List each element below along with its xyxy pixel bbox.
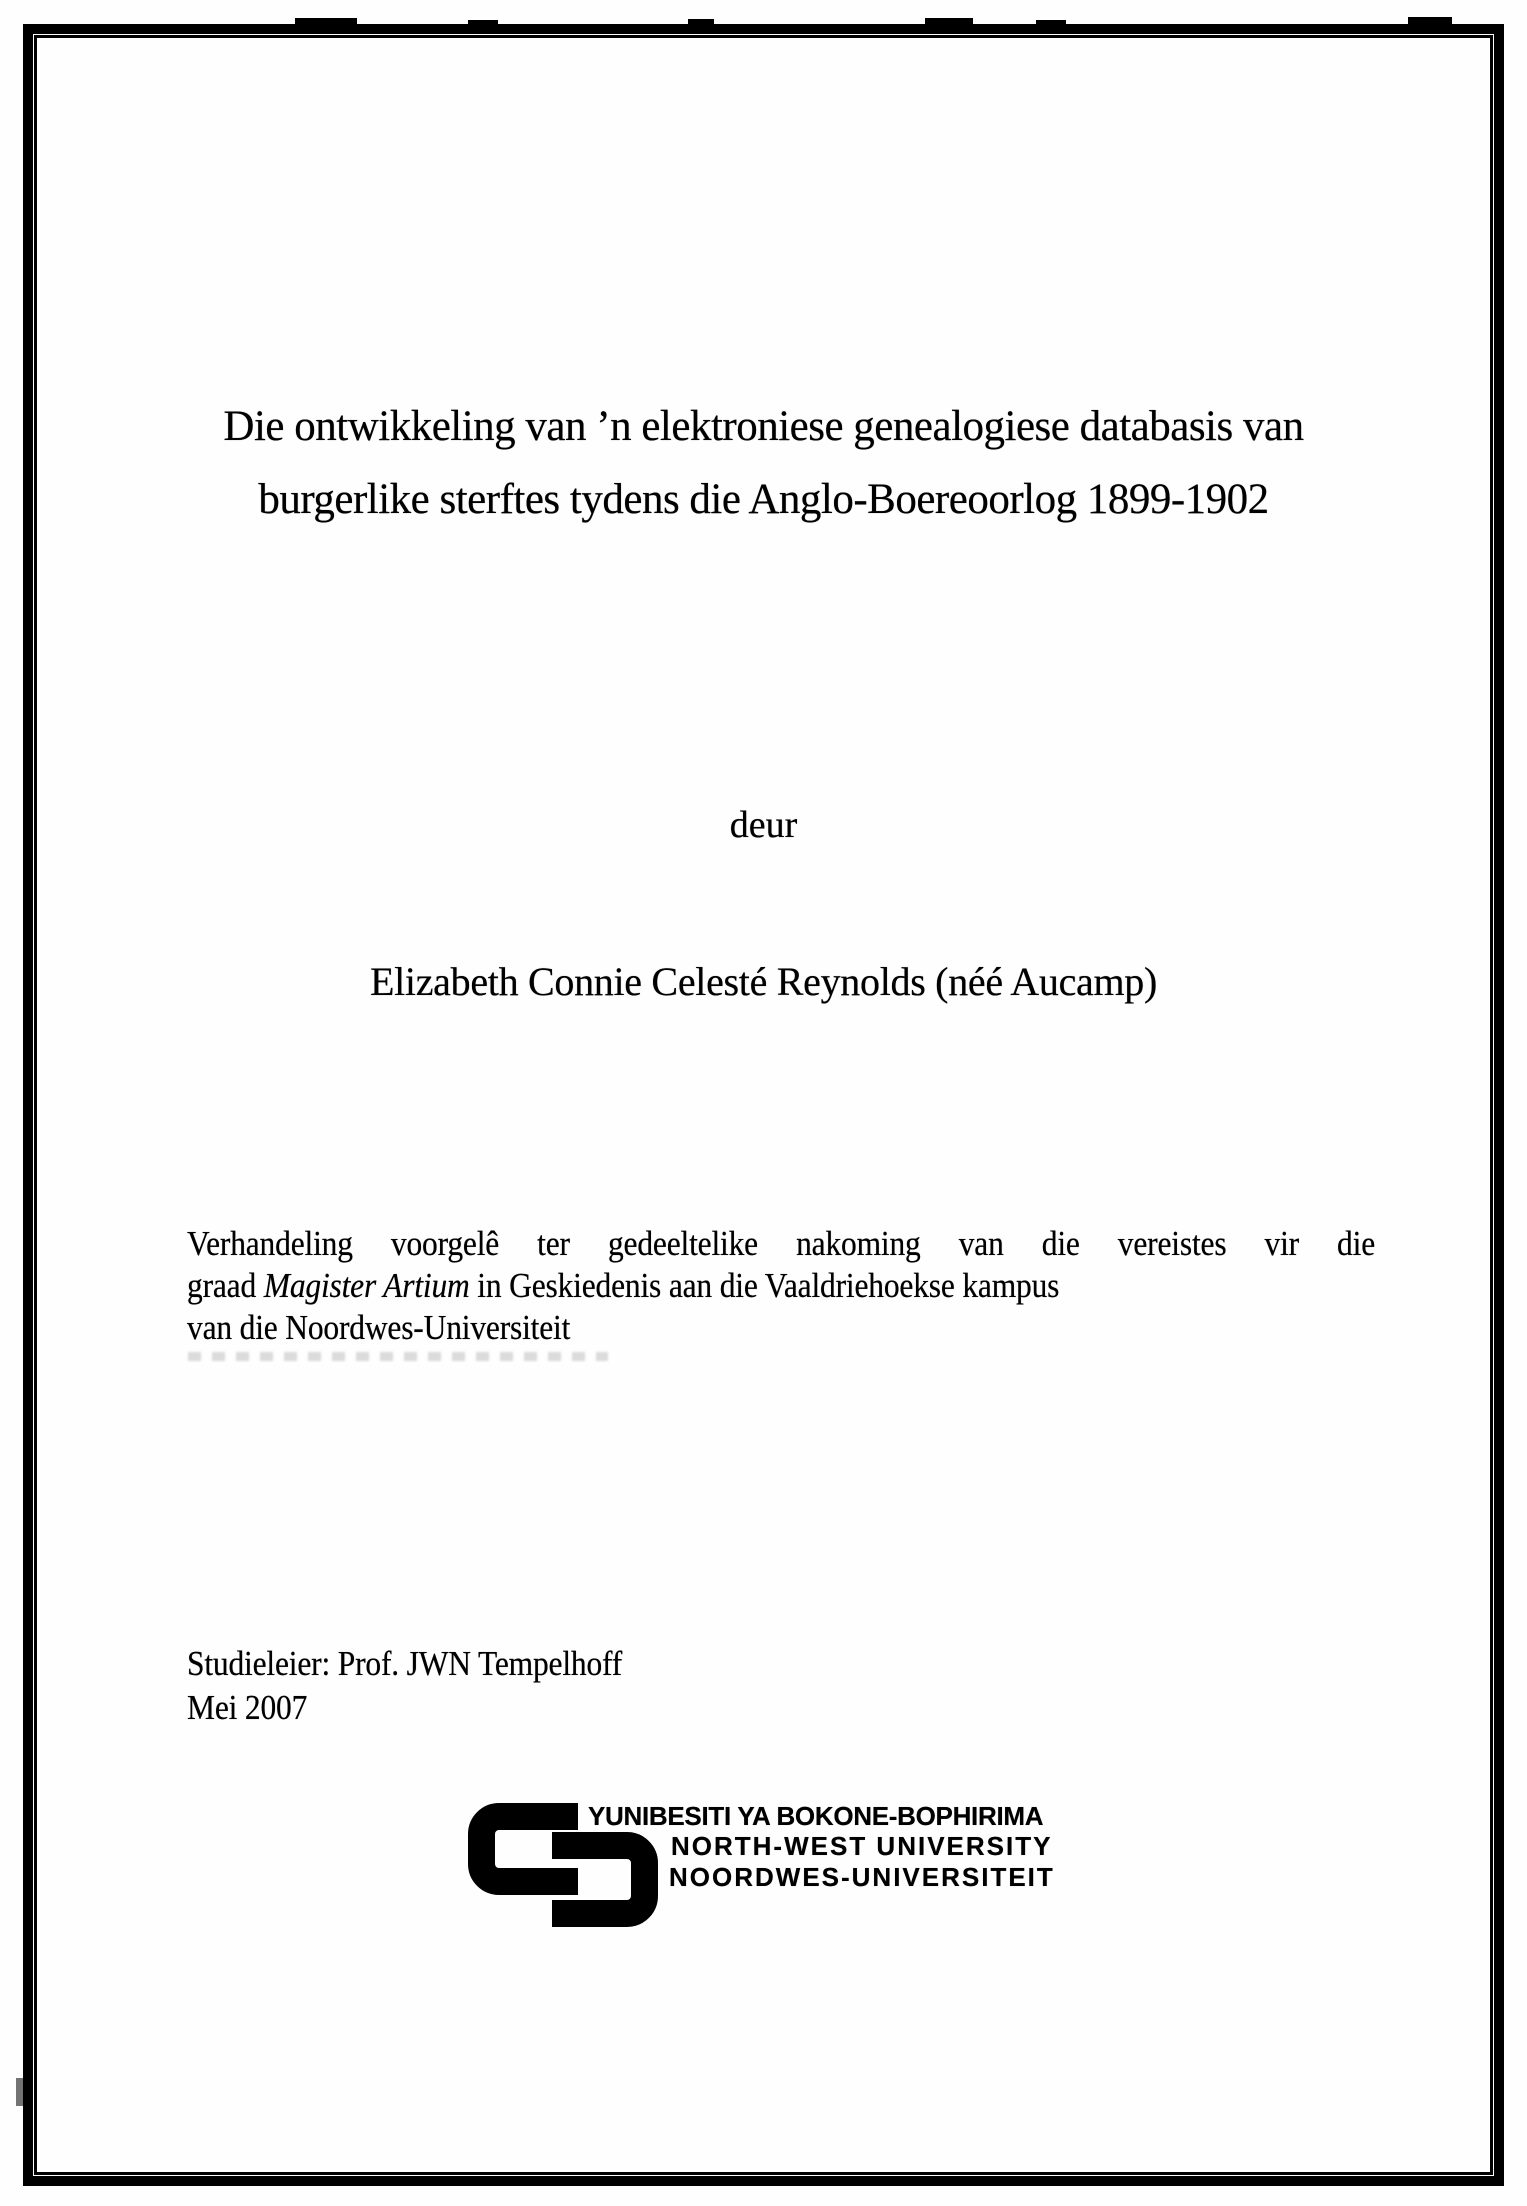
degree-name: Magister Artium xyxy=(263,1266,470,1305)
date-line: Mei 2007 xyxy=(187,1688,308,1727)
print-bleed-artifact xyxy=(188,1352,608,1361)
thesis-statement xyxy=(187,1223,1375,1349)
thesis-statement-line-2 xyxy=(187,1265,1375,1307)
thesis-statement-line-2-post: in Geskiedenis aan die Vaaldriehoekse kampus xyxy=(469,1266,1060,1305)
supervisor-line: Studieleier: Prof. JWN Tempelhoff xyxy=(187,1644,623,1683)
thesis-statement-line-2-pre: graad xyxy=(187,1266,264,1305)
byline: deur xyxy=(729,804,798,846)
thesis-title xyxy=(80,390,1447,536)
thesis-statement-line-3: van die Noordwes-Universiteit xyxy=(187,1308,571,1347)
logo-line-english: NORTH-WEST UNIVERSITY xyxy=(671,1831,1053,1862)
logo-line-setswana: YUNIBESITI YA BOKONE-BOPHIRIMA xyxy=(588,1801,1044,1831)
author-name: Elizabeth Connie Celesté Reynolds (néé Aucamp) xyxy=(369,959,1158,1004)
logo-line-afrikaans: NOORDWES-UNIVERSITEIT xyxy=(669,1861,1055,1892)
scan-artifact xyxy=(16,2078,23,2106)
thesis-statement-line-1: Verhandeling voorgelê ter gedeeltelike nakoming van die vereistes vir die xyxy=(187,1224,1375,1263)
supervisor-block xyxy=(187,1642,622,1730)
title-line-1: Die ontwikkeling van ’n elektroniese genealogiese databasis van xyxy=(223,403,1304,450)
title-line-2: burgerlike sterftes tydens die Anglo-Boereoorlog 1899-1902 xyxy=(258,476,1269,523)
university-logo-text xyxy=(588,1801,1055,1892)
